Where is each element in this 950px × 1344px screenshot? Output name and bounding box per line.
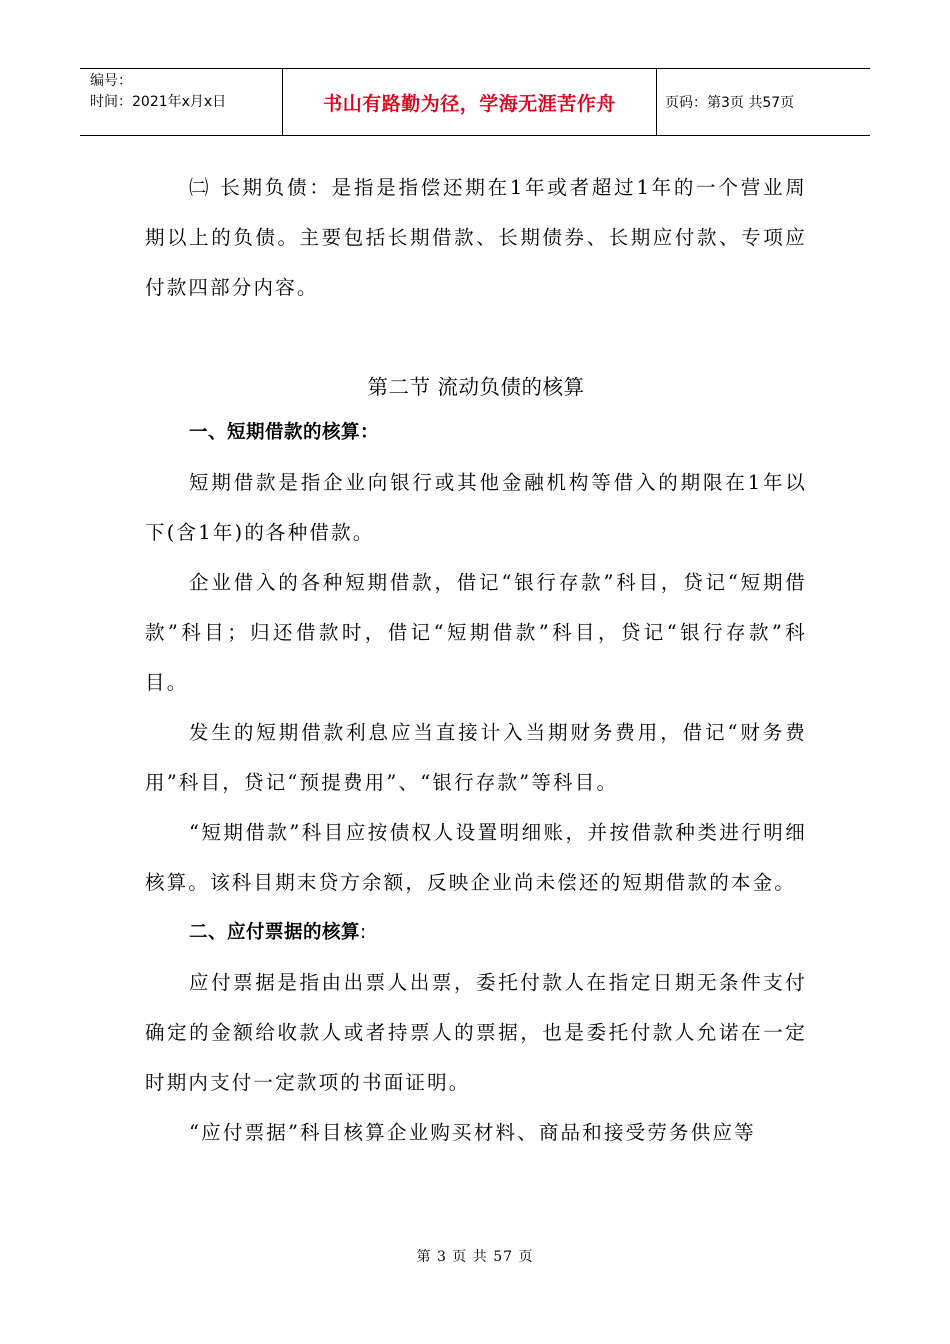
- heading-notes-payable-colon: :: [360, 922, 367, 943]
- document-number-label: 编号：: [90, 73, 132, 89]
- heading-notes-payable-text: 二、应付票据的核算: [189, 922, 361, 943]
- section-title: 第二节 流动负债的核算: [367, 375, 585, 399]
- paragraph-notes-payable-account: “应付票据”科目核算企业购买材料、商品和接受劳务供应等: [189, 1121, 756, 1144]
- paragraph-short-term-loan-entries: 企业借入的各种短期借款，借记“银行存款”科目，贷记“短期借款”科目；归还借款时，借记“短期借款”科目，贷记“银行存款”科目。: [145, 571, 807, 694]
- page-footer: 第 3 页 共 57 页: [416, 1249, 534, 1265]
- document-body: [145, 163, 807, 1158]
- paragraph-long-term-liabilities: ㈡ 长期负债：是指是指偿还期在1年或者超过1年的一个营业周期以上的负债。主要包括长期借款、长期债券、长期应付款、专项应付款四部分内容。: [145, 176, 807, 299]
- header-motto: 书山有路勤为径，学海无涯苦作舟: [283, 69, 657, 135]
- page-header: [80, 68, 870, 136]
- paragraph-notes-payable-definition: 应付票据是指由出票人出票，委托付款人在指定日期无条件支付确定的金额给收款人或者持票人的票据，也是委托付款人允诺在一定时期内支付一定款项的书面证明。: [145, 971, 807, 1094]
- document-date-label: 时间：2021年x月x日: [90, 94, 227, 110]
- heading-short-term-loans: 一、短期借款的核算：: [189, 422, 380, 443]
- paragraph-short-term-loan-interest: 发生的短期借款利息应当直接计入当期财务费用，借记“财务费用”科目，贷记“预提费用”、“银行存款”等科目。: [145, 721, 807, 794]
- paragraph-short-term-loan-account: “短期借款”科目应按债权人设置明细账，并按借款种类进行明细核算。该科目期末贷方余额，反映企业尚未偿还的短期借款的本金。: [145, 821, 807, 894]
- paragraph-short-term-loan-definition: 短期借款是指企业向银行或其他金融机构等借入的期限在1年以下(含1年)的各种借款。: [145, 471, 807, 544]
- header-page-info: 页码：第3页 共57页: [665, 95, 795, 111]
- header-meta-cell: [80, 69, 283, 135]
- heading-notes-payable: [145, 908, 807, 958]
